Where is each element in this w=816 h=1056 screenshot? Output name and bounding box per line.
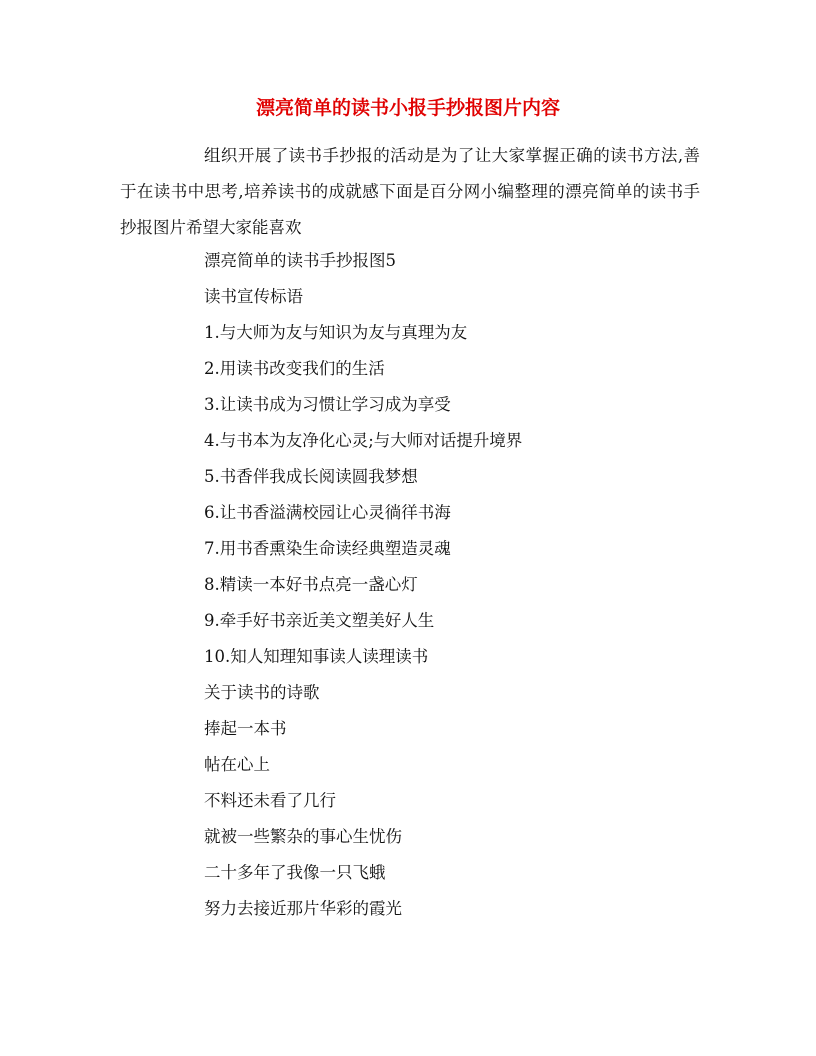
poem-line: 帖在心上 [204, 755, 270, 774]
slogan-item: 9.牵手好书亲近美文塑美好人生 [204, 611, 435, 630]
document-title: 漂亮简单的读书小报手抄报图片内容 [255, 97, 560, 119]
poem-line: 二十多年了我像一只飞蛾 [204, 863, 386, 882]
slogan-item: 7.用书香熏染生命读经典塑造灵魂 [204, 539, 451, 558]
line-slogan-heading: 读书宣传标语 [204, 287, 303, 306]
content-lines [204, 243, 724, 927]
line-image-caption: 漂亮简单的读书手抄报图5 [204, 251, 396, 270]
slogan-item: 4.与书本为友净化心灵;与大师对话提升境界 [204, 431, 523, 450]
poem-line: 努力去接近那片华彩的霞光 [204, 899, 402, 918]
poem-line: 不料还未看了几行 [204, 791, 336, 810]
line-poem-heading: 关于读书的诗歌 [204, 683, 320, 702]
slogan-item: 5.书香伴我成长阅读圆我梦想 [204, 467, 418, 486]
intro-paragraph: 组织开展了读书手抄报的活动是为了让大家掌握正确的读书方法,善于在读书中思考,培养读书的成就感下面是百分网小编整理的漂亮简单的读书手抄报图片希望大家能喜欢 [120, 146, 700, 237]
slogan-item: 10.知人知理知事读人读理读书 [204, 647, 429, 666]
slogan-item: 8.精读一本好书点亮一盏心灯 [204, 575, 418, 594]
poem-line: 捧起一本书 [204, 719, 287, 738]
poem-line: 就被一些繁杂的事心生忧伤 [204, 827, 402, 846]
slogan-item: 2.用读书改变我们的生活 [204, 359, 385, 378]
slogan-item: 3.让读书成为习惯让学习成为享受 [204, 395, 451, 414]
slogan-item: 1.与大师为友与知识为友与真理为友 [204, 323, 468, 342]
slogan-item: 6.让书香溢满校园让心灵徜徉书海 [204, 503, 451, 522]
